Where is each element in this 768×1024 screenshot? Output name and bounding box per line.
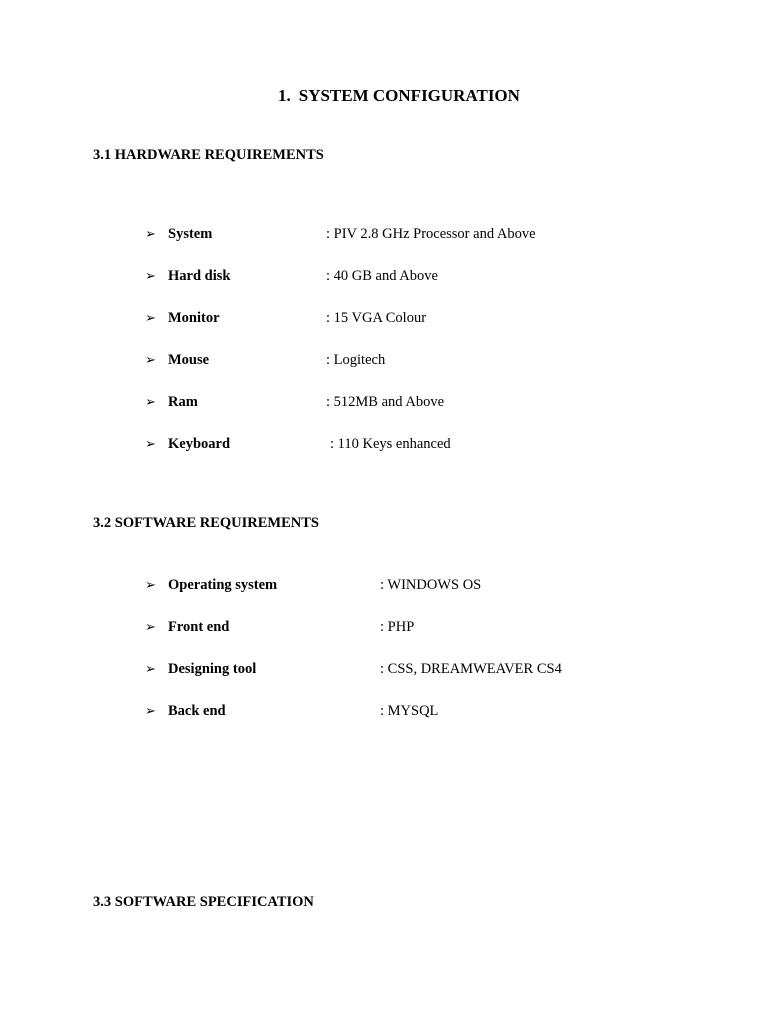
hardware-list <box>145 226 536 478</box>
software-value-back-end: : MYSQL <box>380 703 439 719</box>
list-item <box>145 352 386 394</box>
arrowhead-bullet-icon: ➢ <box>145 395 156 410</box>
arrowhead-bullet-icon: ➢ <box>145 620 156 635</box>
software-label-operating-system: Operating system <box>168 577 278 593</box>
title-text: SYSTEM CONFIGURATION <box>298 86 520 105</box>
list-item <box>145 577 482 619</box>
hardware-label-ram: Ram <box>168 394 198 410</box>
arrowhead-bullet-icon: ➢ <box>145 578 156 593</box>
software-value-designing-tool: : CSS, DREAMWEAVER CS4 <box>380 661 562 677</box>
software-list <box>145 577 562 745</box>
hardware-label-keyboard: Keyboard <box>168 436 231 452</box>
arrowhead-bullet-icon: ➢ <box>145 704 156 719</box>
hardware-value-system: : PIV 2.8 GHz Processor and Above <box>326 226 536 242</box>
hardware-label-monitor: Monitor <box>168 310 220 326</box>
hardware-label-system: System <box>168 226 213 242</box>
list-item <box>145 436 451 478</box>
software-label-designing-tool: Designing tool <box>168 661 257 677</box>
list-item <box>145 310 427 352</box>
list-item <box>145 619 415 661</box>
arrowhead-bullet-icon: ➢ <box>145 269 156 284</box>
arrowhead-bullet-icon: ➢ <box>145 662 156 677</box>
hardware-heading: 3.1 HARDWARE REQUIREMENTS <box>93 147 324 163</box>
page-title <box>278 86 520 106</box>
software-value-operating-system: : WINDOWS OS <box>380 577 482 593</box>
list-item <box>145 226 536 268</box>
hardware-value-monitor: : 15 VGA Colour <box>326 310 427 326</box>
list-item <box>145 268 438 310</box>
hardware-value-hard-disk: : 40 GB and Above <box>326 268 438 284</box>
software-heading: 3.2 SOFTWARE REQUIREMENTS <box>93 515 319 531</box>
hardware-label-hard-disk: Hard disk <box>168 268 231 284</box>
arrowhead-bullet-icon: ➢ <box>145 311 156 326</box>
hardware-label-mouse: Mouse <box>168 352 210 368</box>
title-number: 1. <box>278 86 291 105</box>
software-label-back-end: Back end <box>168 703 226 719</box>
arrowhead-bullet-icon: ➢ <box>145 227 156 242</box>
software-value-front-end: : PHP <box>380 619 415 635</box>
list-item <box>145 661 562 703</box>
arrowhead-bullet-icon: ➢ <box>145 353 156 368</box>
hardware-value-keyboard: : 110 Keys enhanced <box>330 436 451 452</box>
list-item <box>145 703 439 745</box>
arrowhead-bullet-icon: ➢ <box>145 437 156 452</box>
hardware-value-ram: : 512MB and Above <box>326 394 445 410</box>
hardware-value-mouse: : Logitech <box>326 352 386 368</box>
software-label-front-end: Front end <box>168 619 230 635</box>
list-item <box>145 394 445 436</box>
specification-heading: 3.3 SOFTWARE SPECIFICATION <box>93 894 314 910</box>
